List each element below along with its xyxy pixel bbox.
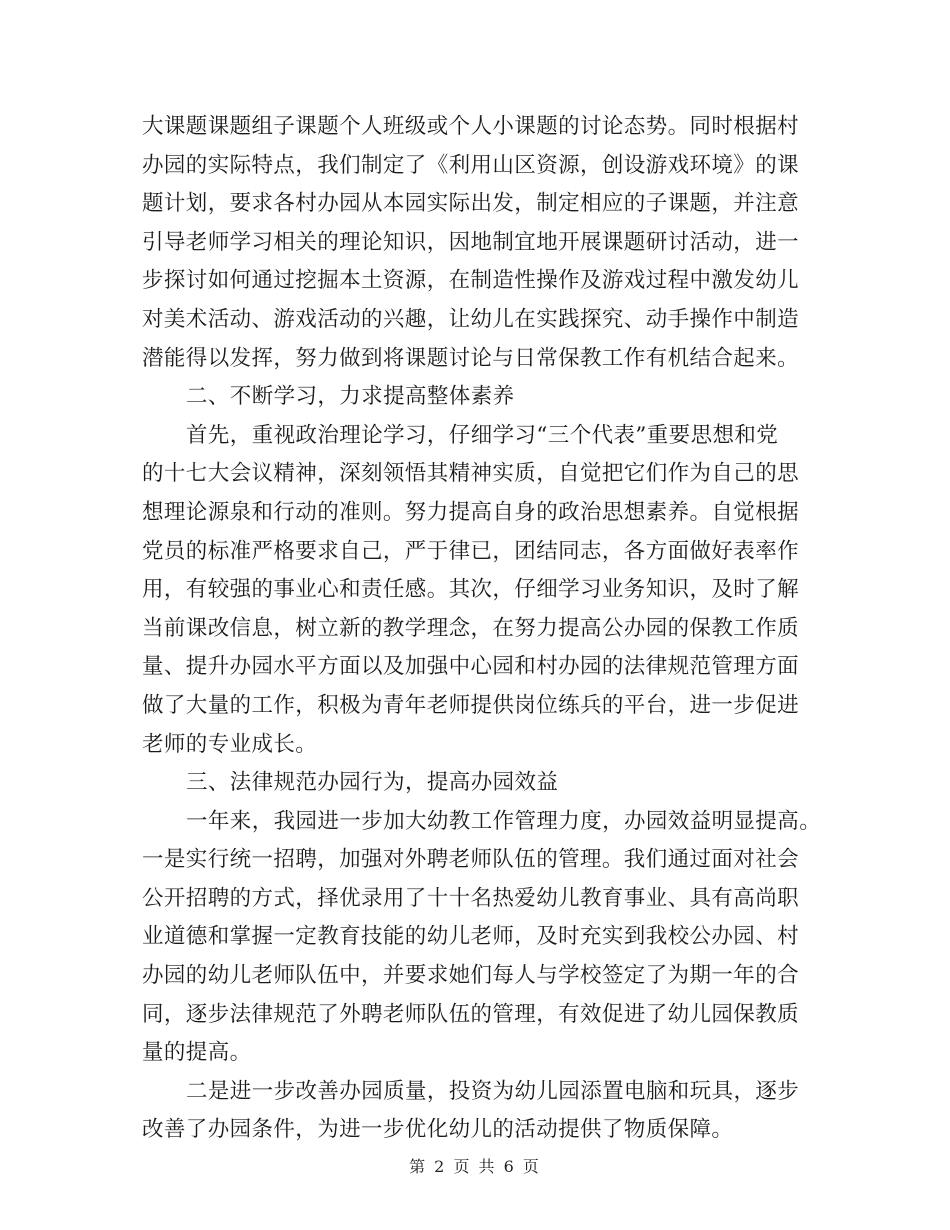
text-line: 办园的实际特点，我们制定了《利用山区资源，创设游戏环境》的课 [142,152,800,178]
text-line: 二、不断学习，力求提高整体素养 [186,384,515,410]
text-line: 二是进一步改善办园质量，投资为幼儿园添置电脑和玩具，逐步 [186,1078,800,1104]
text-line: 做了大量的工作，积极为青年老师提供岗位练兵的平台，进一步促进 [142,692,800,718]
text-line: 量的提高。 [142,1040,252,1066]
text-line: 的十七大会议精神，深刻领悟其精神实质，自觉把它们作为自己的思 [142,461,800,487]
text-line: 对美术活动、游戏活动的兴趣，让幼儿在实践探究、动手操作中制造 [142,306,800,332]
document-body [142,108,822,1150]
text-line: 量、提升办园水平方面以及加强中心园和村办园的法律规范管理方面 [142,654,800,680]
text-line: 引导老师学习相关的理论知识，因地制宜地开展课题研讨活动，进一 [142,229,800,255]
text-line: 办园的幼儿老师队伍中，并要求她们每人与学校签定了为期一年的合 [142,963,800,989]
text-line: 老师的专业成长。 [142,731,318,757]
text-line: 题计划，要求各村办园从本园实际出发，制定相应的子课题，并注意 [142,191,800,217]
text-line: 党员的标准严格要求自己，严于律已，团结同志，各方面做好表率作 [142,538,800,564]
text-line: 当前课改信息，树立新的教学理念，在努力提高公办园的保教工作质 [142,615,800,641]
text-line: 同，逐步法律规范了外聘老师队伍的管理，有效促进了幼儿园保教质 [142,1001,800,1027]
text-line: 三、法律规范办园行为，提高办园效益 [186,770,559,796]
text-line: 想理论源泉和行动的准则。努力提高自身的政治思想素养。自觉根据 [142,499,800,525]
text-line: 公开招聘的方式，择优录用了十十名热爱幼儿教育事业、具有高尚职 [142,885,800,911]
text-line: 业道德和掌握一定教育技能的幼儿老师，及时充实到我校公办园、村 [142,924,800,950]
text-line: 改善了办园条件，为进一步优化幼儿的活动提供了物质保障。 [142,1117,734,1143]
text-line: 步探讨如何通过挖掘本土资源，在制造性操作及游戏过程中激发幼儿 [142,268,800,294]
text-line: 用，有较强的事业心和责任感。其次，仔细学习业务知识，及时了解 [142,577,800,603]
text-line: 首先，重视政治理论学习，仔细学习“三个代表”重要思想和党 [186,422,779,448]
page-number-footer: 第 2 页 共 6 页 [409,1157,541,1176]
text-line: 一是实行统一招聘，加强对外聘老师队伍的管理。我们通过面对社会 [142,847,800,873]
text-line: 潜能得以发挥，努力做到将课题讨论与日常保教工作有机结合起来。 [142,345,800,371]
body-text [142,108,822,1150]
text-line: 大课题课题组子课题个人班级或个人小课题的讨论态势。同时根据村 [142,114,800,139]
text-line: 一年来，我园进一步加大幼教工作管理力度，办园效益明显提高。 [186,808,822,834]
